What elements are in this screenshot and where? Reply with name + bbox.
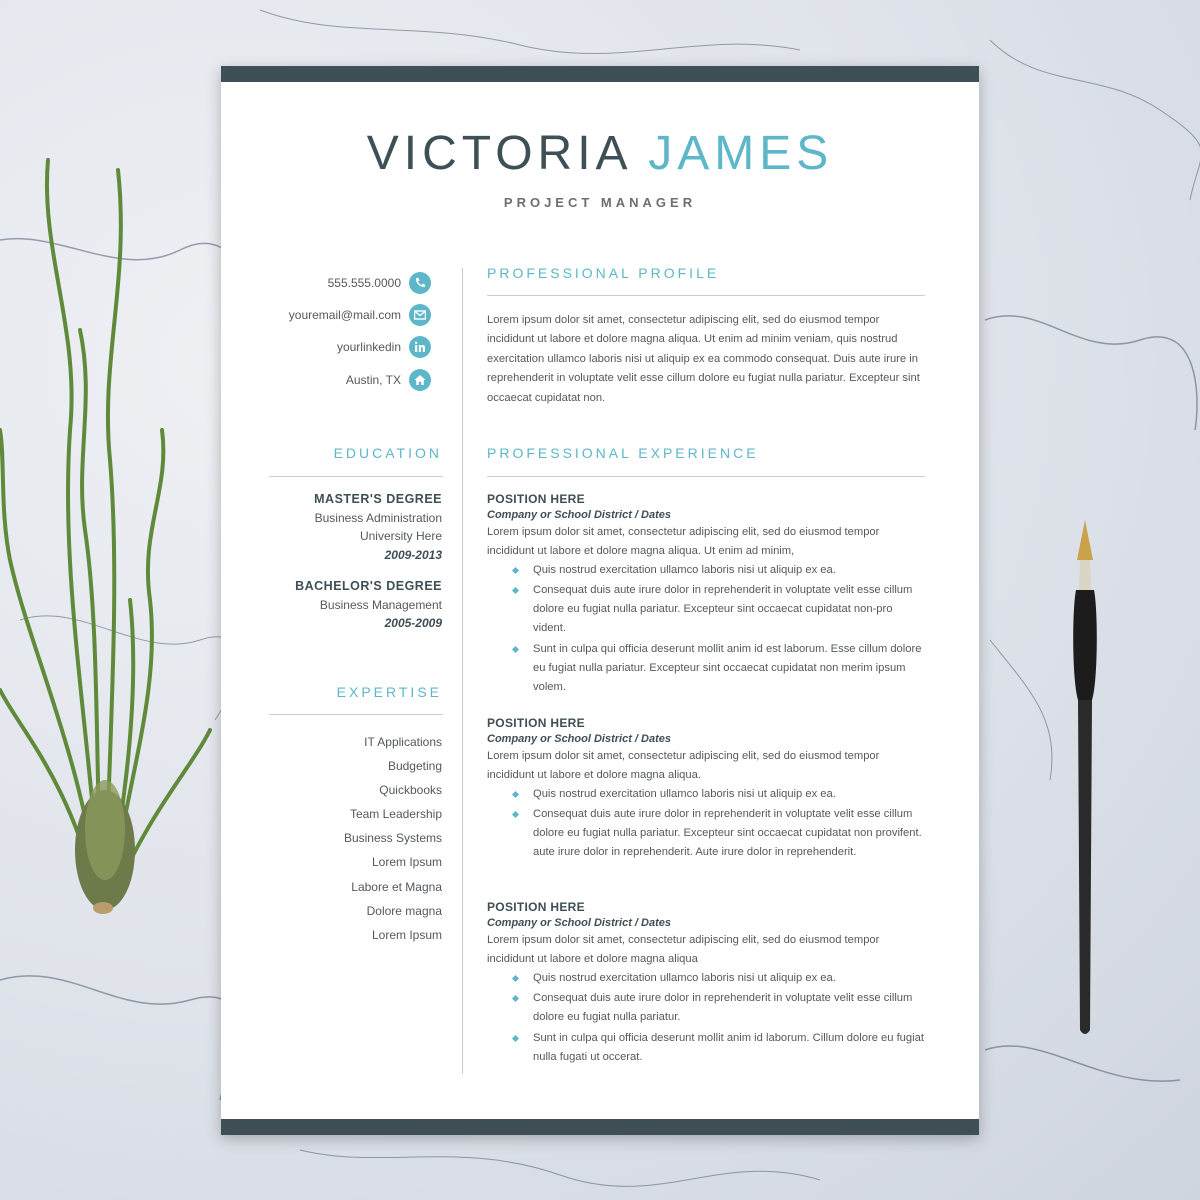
- bullet-item: Consequat duis aute irure dolor in reprehenderit in voluptate velit esse cillum dolore eu fugiat nulla pariatur. Excepteur sint occaecat cupidatat non-pro vident.: [533, 581, 927, 638]
- bullet-item: Sunt in culpa qui officia deserunt mollit anim id est laborum. Esse cillum dolore eu fugiat nulla pariatur. Excepteur sint occaecat cupidatat non merim ipsum volem.: [533, 640, 927, 697]
- education-item: [242, 577, 442, 633]
- skill-item: Labore et Magna: [351, 879, 442, 894]
- profile-heading: PROFESSIONAL PROFILE: [487, 265, 720, 281]
- job-summary: Lorem ipsum dolor sit amet, consectetur adipiscing elit, sed do eiusmod tempor incididunt ut labore et dolore magna aliqua.: [487, 750, 880, 781]
- bullet-item: Quis nostrud exercitation ullamco laboris nisi ut aliquip ex ea.: [533, 785, 927, 804]
- first-name: VICTORIA: [366, 127, 630, 180]
- job-bullets: [487, 785, 927, 862]
- home-icon: [409, 369, 431, 391]
- pen-decoration: [1060, 520, 1110, 1040]
- job-company: Company or School District / Dates: [487, 509, 671, 521]
- contact-phone: [328, 272, 431, 294]
- education-heading: EDUCATION: [333, 445, 442, 461]
- column-divider: [462, 268, 463, 1074]
- bullet-item: Consequat duis aute irure dolor in reprehenderit in voluptate velit esse cillum dolore eu fugiat nulla pariatur.: [533, 989, 927, 1027]
- bullet-item: Quis nostrud exercitation ullamco laboris nisi ut aliquip ex ea.: [533, 969, 927, 988]
- last-name: JAMES: [648, 127, 834, 180]
- expertise-rule: [269, 714, 443, 715]
- experience-heading: PROFESSIONAL EXPERIENCE: [487, 445, 759, 461]
- email-text: youremail@mail.com: [288, 308, 401, 322]
- skill-item: Lorem Ipsum: [371, 855, 442, 870]
- dates: 2009-2013: [384, 547, 442, 562]
- contact-location: [346, 369, 431, 391]
- degree: MASTER'S DEGREE: [314, 492, 442, 506]
- bottom-accent-bar: [221, 1119, 979, 1135]
- skill-item: Budgeting: [387, 759, 442, 774]
- job-position: POSITION HERE: [487, 716, 585, 730]
- job-summary: Lorem ipsum dolor sit amet, consectetur adipiscing elit, sed do eiusmod tempor incididunt ut labore et dolore magna aliqua. Ut enim ad minim,: [487, 526, 880, 557]
- location-text: Austin, TX: [345, 373, 401, 387]
- skill-item: Quickbooks: [379, 783, 442, 798]
- contact-linkedin: [337, 336, 431, 358]
- school: University Here: [359, 529, 442, 543]
- job-position: POSITION HERE: [487, 492, 585, 506]
- expertise-heading: EXPERTISE: [336, 684, 442, 700]
- job-summary: Lorem ipsum dolor sit amet, consectetur adipiscing elit, sed do eiusmod tempor incididunt ut labore et dolore magna aliqua: [487, 934, 880, 965]
- linkedin-icon: [409, 336, 431, 358]
- experience-rule: [487, 476, 925, 477]
- bullet-item: Quis nostrud exercitation ullamco laboris nisi ut aliquip ex ea.: [533, 561, 927, 580]
- job-entry: [487, 899, 927, 1068]
- profile-text: Lorem ipsum dolor sit amet, consectetur adipiscing elit, sed do eiusmod tempor incididunt ut labore et dolore magna aliqua. Ut enim ad minim veniam, quis nostrud exercitation ullamco laboris nisi ut aliquip ex ea commodo consequat. Duis aute irure in reprehenderit in voluptate velit esse cillum dolore eu fugiat nulla pariatur. Excepteur sint occaecat cupidatat non.: [487, 314, 920, 404]
- job-bullets: [487, 969, 927, 1067]
- degree: BACHELOR'S DEGREE: [295, 579, 442, 593]
- bullet-item: Sunt in culpa qui officia deserunt mollit anim id laborum. Cillum dolore eu fugiat nulla fugati ut occerat.: [533, 1029, 927, 1067]
- skill-item: IT Applications: [364, 735, 442, 749]
- expertise-list: [242, 730, 442, 947]
- field: Business Management: [319, 597, 442, 612]
- job-company: Company or School District / Dates: [487, 733, 671, 745]
- education-rule: [269, 476, 443, 477]
- contact-email: [289, 304, 431, 326]
- bullet-item: Consequat duis aute irure dolor in reprehenderit in voluptate velit esse cillum dolore eu fugiat nulla pariatur. Excepteur sint occaecat cupidatat non provifent. aute irure dolor in reprehenderit. Aute irure dolor in reprehenderit.: [533, 805, 927, 862]
- field: Business Administration: [314, 510, 442, 525]
- job-position: POSITION HERE: [487, 900, 585, 914]
- resume-sheet: [221, 66, 979, 1135]
- air-plant-decoration: [0, 130, 220, 920]
- job-entry: [487, 491, 927, 698]
- skill-item: Lorem Ipsum: [371, 927, 442, 942]
- job-company: Company or School District / Dates: [487, 917, 671, 929]
- email-icon: [409, 304, 431, 326]
- job-title: PROJECT MANAGER: [503, 195, 697, 210]
- profile-rule: [487, 295, 925, 296]
- phone-text: 555.555.0000: [327, 276, 401, 290]
- skill-item: Dolore magna: [366, 903, 442, 918]
- candidate-name: [221, 126, 979, 181]
- job-entry: [487, 715, 927, 864]
- top-accent-bar: [221, 66, 979, 82]
- skill-item: Team Leadership: [349, 807, 442, 822]
- dates: 2005-2009: [384, 616, 442, 630]
- phone-icon: [409, 272, 431, 294]
- job-bullets: [487, 561, 927, 697]
- education-item: [242, 490, 442, 564]
- linkedin-text: yourlinkedin: [336, 340, 401, 354]
- skill-item: Business Systems: [343, 831, 442, 846]
